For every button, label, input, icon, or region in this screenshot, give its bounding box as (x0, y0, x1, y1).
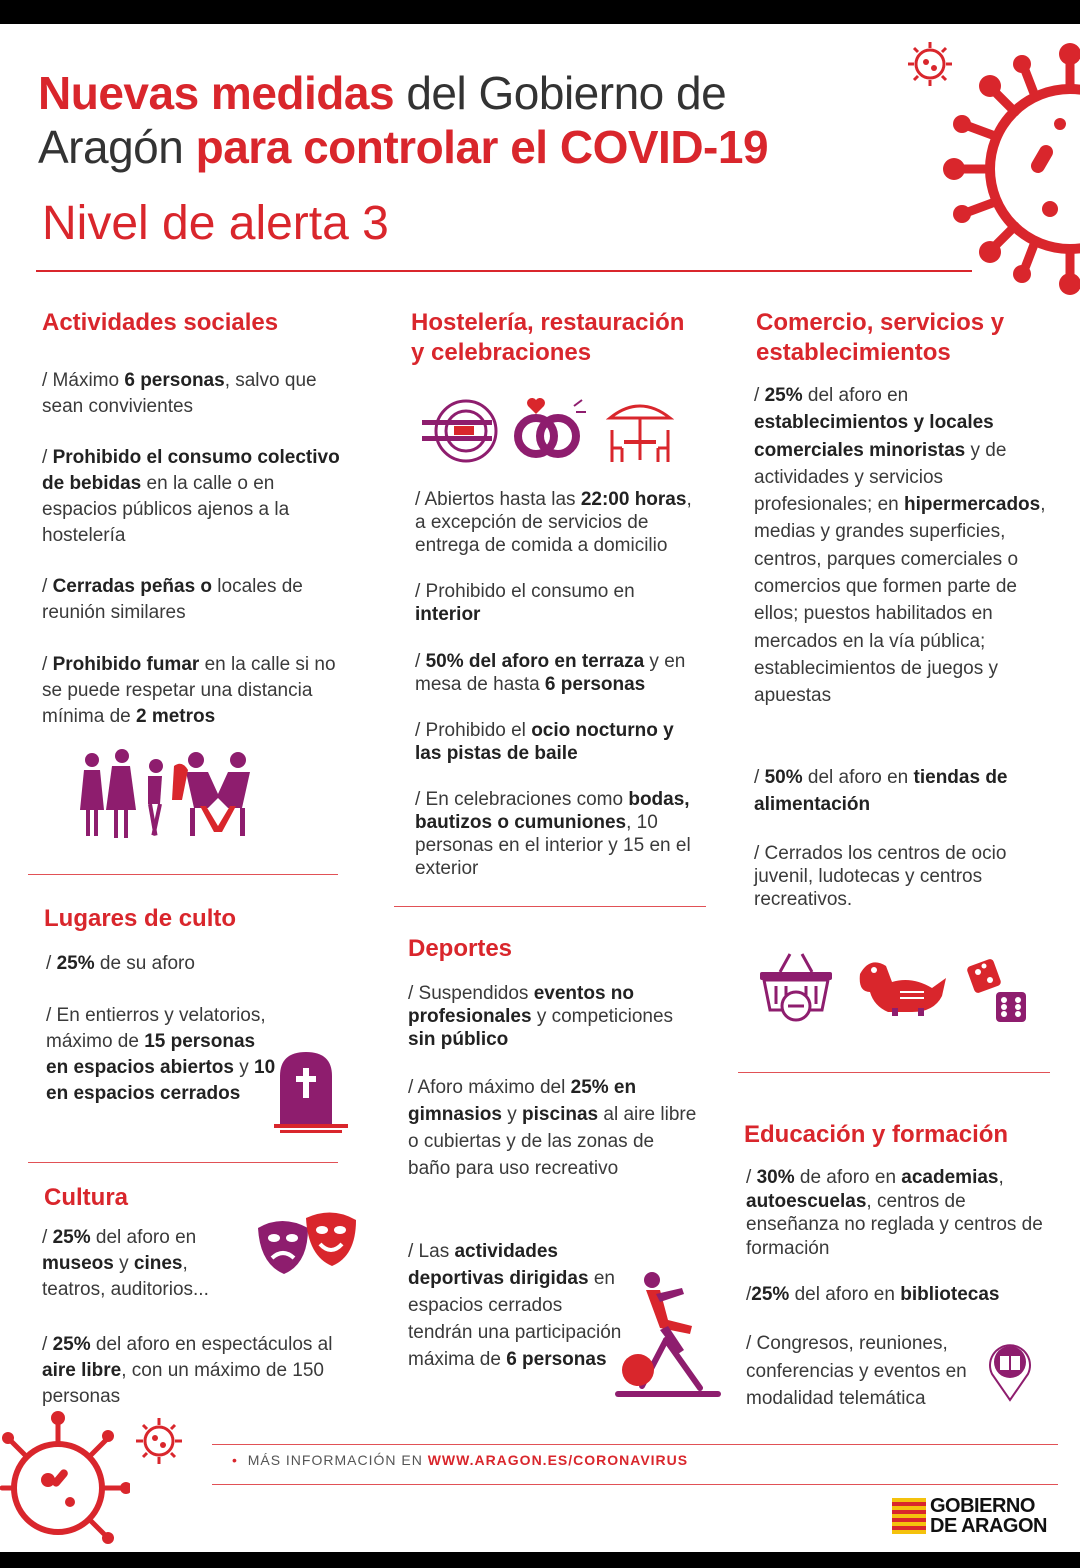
hosteleria-item-4: / Prohibido el ocio nocturno y las pistas de baile (415, 720, 674, 764)
logo-line-1: GOBIERNO (930, 1495, 1035, 1517)
rings-icon (512, 396, 588, 462)
section-title-comercio: Comercio, servicios y establecimientos (756, 309, 1005, 366)
page-title: Nuevas medidas del Gobierno de Aragón para controlar el COVID-19 (38, 67, 769, 173)
divider (738, 1072, 1050, 1073)
deportes-item-3: / Las actividades deportivas dirigidas en espacios cerrados tendrán una participación máxima de 6 personas (408, 1241, 622, 1370)
virus-icon (134, 1416, 184, 1466)
tombstone-icon (272, 1046, 350, 1138)
hosteleria-item-2: / Prohibido el consumo en interior (415, 581, 635, 625)
virus-icon (906, 40, 954, 88)
cyclist-icon (606, 1270, 724, 1402)
educacion-item-2: /25% del aforo en bibliotecas (746, 1284, 1000, 1305)
sociales-item-4: / Prohibido fumar en la calle si no se puede respetar una distancia mínima de 2 metros (42, 654, 336, 727)
infographic-page (0, 24, 1080, 1552)
virus-icon (940, 34, 1080, 304)
masks-icon (256, 1210, 360, 1284)
comercio-item-2: / 50% del aforo en tiendas de alimentación (754, 767, 1008, 815)
educacion-item-1: / 30% de aforo en academias, autoescuelas, centros de enseñanza no reglada y centros de formación (746, 1167, 1043, 1259)
footer-divider-bottom (212, 1484, 1058, 1485)
sociales-item-2: / Prohibido el consumo colectivo de bebidas en la calle o en espacios públicos ajenos a la hostelería (42, 447, 340, 546)
header-divider (36, 270, 972, 272)
culto-item-2: / En entierros y velatorios, máximo de 15 personas en espacios abiertos y 10 en espacios cerrados (46, 1005, 276, 1104)
divider (28, 1162, 338, 1163)
dice-icon (966, 956, 1032, 1026)
cultura-item-2: / 25% del aforo en espectáculos al aire libre, con un máximo de 150 personas (42, 1334, 333, 1407)
deportes-item-1: / Suspendidos eventos no profesionales y competiciones sin público (408, 983, 674, 1050)
cultura-item-1: / 25% del aforo en museos y cines, teatros, auditorios... (42, 1227, 209, 1300)
hosteleria-item-1: / Abiertos hasta las 22:00 horas, a excepción de servicios de entrega de comida a domicilio (415, 489, 692, 556)
section-title-sociales: Actividades sociales (42, 309, 279, 336)
comercio-item-3: / Cerrados los centros de ocio juvenil, ludotecas y centros recreativos. (754, 843, 1007, 910)
basket-icon (758, 950, 834, 1024)
comercio-item-1: / 25% del aforo en establecimientos y locales comerciales minoristas y de actividades y servicios profesionales; en hipermercados, medias y grandes superficies, centros, parques comerciales o comercios que formen parte de ellos; puestos habilitados en mercados en la vía pública; establecimientos de juegos y apuestas (754, 385, 1046, 707)
footer-divider-top (212, 1444, 1058, 1445)
deportes-item-2: / Aforo máximo del 25% en gimnasios y piscinas al aire libre o cubiertas y de las zonas de baño para uso recreativo (408, 1077, 697, 1179)
virus-icon (0, 1406, 130, 1552)
educacion-item-3: / Congresos, reuniones, conferencias y eventos en modalidad telemática (746, 1333, 967, 1409)
culto-item-1: / 25% de su aforo (46, 953, 195, 974)
more-info-link[interactable]: WWW.ARAGON.ES/CORONAVIRUS (427, 1452, 689, 1468)
aragon-flag-icon (892, 1498, 926, 1534)
plate-icon (418, 398, 502, 464)
alert-level-subtitle: Nivel de alerta 3 (42, 197, 389, 250)
sociales-item-3: / Cerradas peñas o locales de reunión similares (42, 576, 303, 623)
sociales-item-1: / Máximo 6 personas, salvo que sean convivientes (42, 370, 317, 417)
book-pin-icon (986, 1340, 1034, 1402)
section-title-culto: Lugares de culto (44, 905, 237, 932)
hosteleria-item-5: / En celebraciones como bodas, bautizos o cumuniones, 10 personas en el interior y 15 en el exterior (415, 789, 691, 879)
section-title-deportes: Deportes (408, 935, 513, 962)
gobierno-aragon-logo (892, 1496, 1052, 1536)
hosteleria-item-3: / 50% del aforo en terraza y en mesa de hasta 6 personas (415, 651, 686, 695)
dinosaur-icon (856, 954, 948, 1018)
section-title-hosteleria: Hostelería, restauración y celebraciones (411, 309, 685, 366)
terrace-icon (606, 400, 674, 466)
divider (394, 906, 706, 907)
logo-line-2: DE ARAGON (930, 1515, 1047, 1537)
people-icon (78, 746, 260, 846)
more-info-line: • MÁS INFORMACIÓN EN WWW.ARAGON.ES/CORONAVIRUS (232, 1452, 689, 1468)
divider (28, 874, 338, 875)
section-title-educacion: Educación y formación (744, 1121, 1009, 1148)
section-title-cultura: Cultura (44, 1184, 128, 1211)
